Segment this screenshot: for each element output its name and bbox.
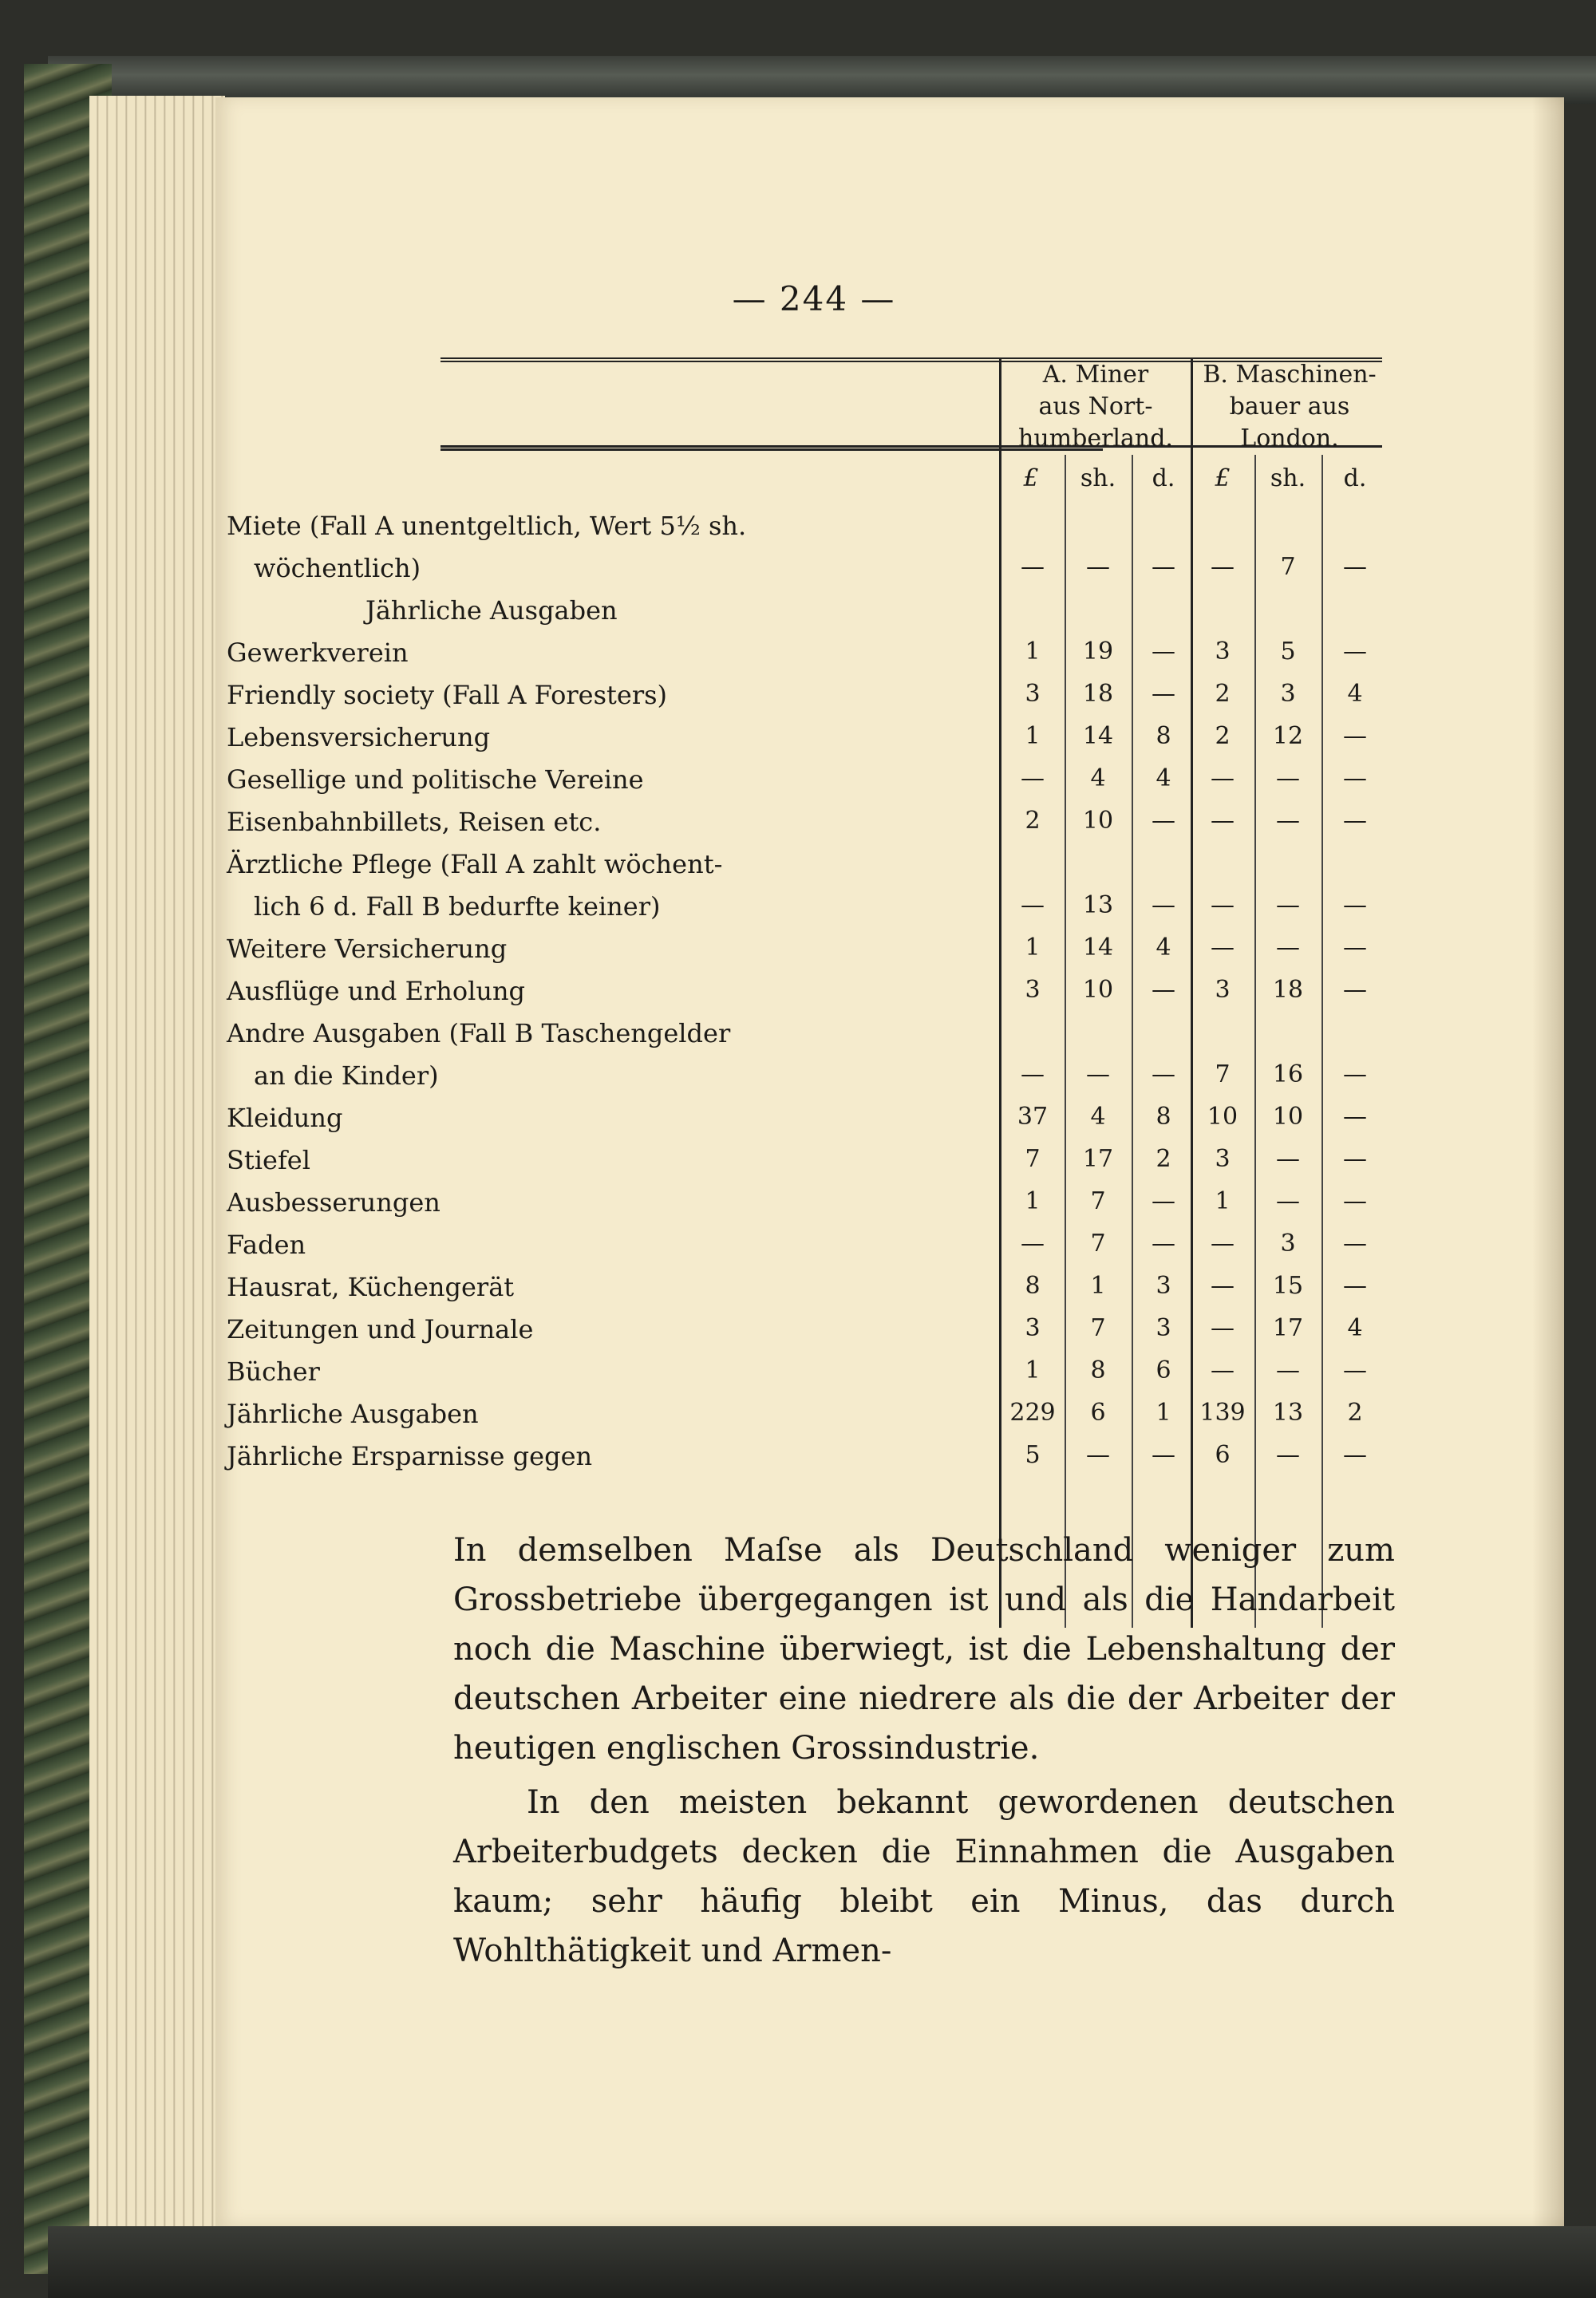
table-cell: — <box>1343 934 1367 961</box>
table-cell: — <box>1343 976 1367 1004</box>
table-cell: 3 <box>1215 976 1231 1004</box>
paragraph: In demselben Maſse als Deutschland weniger zum Grossbetriebe übergegangen ist und als die Handarbeit noch die Maschine überwiegt, ist die Lebenshaltung der deutschen Arbeiter eine niedrere als die der Arbeiter der heutigen englischen Grossindustrie. <box>453 1532 1395 1767</box>
table-cell: — <box>1152 1187 1175 1215</box>
table-cell: — <box>1343 1103 1367 1131</box>
table-cell: 4 <box>1090 1103 1106 1131</box>
table-cell: — <box>1276 1187 1300 1215</box>
table-cell: 1 <box>1215 1187 1231 1215</box>
table-cell: — <box>1152 638 1175 665</box>
book-binding-bottom <box>48 2226 1596 2298</box>
table-cell: 2 <box>1215 722 1231 750</box>
table-cell: — <box>1343 891 1367 919</box>
table-cell: 8 <box>1090 1356 1106 1384</box>
table-cell: 2 <box>1156 1145 1171 1173</box>
table-cell: — <box>1211 1272 1235 1300</box>
table-cell: — <box>1086 1441 1110 1469</box>
table-cell: — <box>1021 764 1045 792</box>
table-cell: 139 <box>1199 1399 1246 1427</box>
table-cell: — <box>1276 1441 1300 1469</box>
col-b-header <box>1194 359 1385 455</box>
row-label: Andre Ausgaben (Fall B Taschengelder <box>227 1018 731 1048</box>
table-cell: — <box>1086 1060 1110 1088</box>
table-cell: 15 <box>1272 1272 1304 1300</box>
row-label: Kleidung <box>227 1103 343 1133</box>
table-cell: — <box>1152 976 1175 1004</box>
table-cell: 3 <box>1215 638 1231 665</box>
row-label: Friendly society (Fall A Foresters) <box>227 680 668 710</box>
table-cell: — <box>1343 1356 1367 1384</box>
table-cell: 1 <box>1025 1187 1041 1215</box>
row-label: Jährliche Ausgaben <box>227 1399 479 1429</box>
table-cell: — <box>1211 1230 1235 1258</box>
table-cell: 2 <box>1025 807 1041 835</box>
section-heading: Jährliche Ausgaben <box>365 595 618 626</box>
table-cell: 13 <box>1272 1399 1304 1427</box>
table-cell: 3 <box>1280 680 1296 708</box>
table-cell: — <box>1343 1060 1367 1088</box>
unit-pence-a: d. <box>1152 464 1175 492</box>
table-cell: — <box>1343 1441 1367 1469</box>
table-cell: — <box>1211 1314 1235 1342</box>
table-cell: 4 <box>1156 934 1171 961</box>
col-b-header-line: B. Maschinen- <box>1203 361 1377 389</box>
table-cell: 14 <box>1082 722 1114 750</box>
table-cell: — <box>1343 1230 1367 1258</box>
row-label-continued: lich 6 d. Fall B bedurfte keiner) <box>254 891 661 922</box>
table-cell: — <box>1276 807 1300 835</box>
row-label: Miete (Fall A unentgeltlich, Wert 5½ sh. <box>227 511 747 541</box>
table-cell: — <box>1343 553 1367 581</box>
book-binding-top <box>48 56 1596 104</box>
table-cell: 8 <box>1156 1103 1171 1131</box>
table-cell: — <box>1021 1230 1045 1258</box>
table-cell: 7 <box>1090 1230 1106 1258</box>
row-label: Weitere Versicherung <box>227 934 508 964</box>
table-cell: 1 <box>1090 1272 1106 1300</box>
table-cell: 17 <box>1082 1145 1114 1173</box>
table-cell: 4 <box>1156 764 1171 792</box>
col-b-header-line: bauer aus <box>1229 393 1350 421</box>
table-cell: — <box>1152 680 1175 708</box>
table-cell: 17 <box>1272 1314 1304 1342</box>
unit-pound-b: £ <box>1215 464 1231 492</box>
table-cell: — <box>1021 1060 1045 1088</box>
table-cell: 6 <box>1156 1356 1171 1384</box>
row-label: Jährliche Ersparnisse gegen <box>227 1441 593 1471</box>
row-label: Stiefel <box>227 1145 310 1175</box>
table-cell: 10 <box>1272 1103 1304 1131</box>
table-cell: 7 <box>1090 1314 1106 1342</box>
table-cell: 7 <box>1025 1145 1041 1173</box>
expense-table <box>227 239 1392 1532</box>
page-number: — 244 — <box>732 279 896 318</box>
table-cell: 12 <box>1272 722 1304 750</box>
col-a-header-line: aus Nort- <box>1038 393 1153 421</box>
table-cell: — <box>1276 934 1300 961</box>
table-cell: 2 <box>1347 1399 1363 1427</box>
table-cell: 18 <box>1272 976 1304 1004</box>
table-cell: — <box>1211 553 1235 581</box>
table-cell: — <box>1343 764 1367 792</box>
table-cell: — <box>1086 553 1110 581</box>
page-gutter-shadow <box>1532 97 1564 2226</box>
body-text <box>453 1526 1395 1976</box>
col-a-header-line: humberland. <box>1018 424 1173 452</box>
table-cell: 5 <box>1280 638 1296 665</box>
table-cell: 6 <box>1215 1441 1231 1469</box>
unit-shilling-a: sh. <box>1080 464 1116 492</box>
table-cell: — <box>1343 1272 1367 1300</box>
table-cell: 5 <box>1025 1441 1041 1469</box>
row-label-continued: an die Kinder) <box>254 1060 439 1091</box>
row-label: Ärztliche Pflege (Fall A zahlt wöchent- <box>227 849 723 879</box>
table-cell: 3 <box>1280 1230 1296 1258</box>
table-cell: — <box>1343 722 1367 750</box>
page-edges <box>89 96 225 2226</box>
table-cell: 3 <box>1025 1314 1041 1342</box>
table-cell: 229 <box>1009 1399 1056 1427</box>
table-cell: — <box>1343 638 1367 665</box>
table-cell: — <box>1152 1060 1175 1088</box>
table-cell: 1 <box>1025 638 1041 665</box>
table-cell: — <box>1343 807 1367 835</box>
table-cell: 16 <box>1272 1060 1304 1088</box>
table-cell: — <box>1343 1187 1367 1215</box>
table-cell: 3 <box>1215 1145 1231 1173</box>
table-cell: 8 <box>1025 1272 1041 1300</box>
table-cell: 19 <box>1082 638 1114 665</box>
table-cell: 18 <box>1082 680 1114 708</box>
row-label: Hausrat, Küchengerät <box>227 1272 515 1302</box>
table-cell: 8 <box>1156 722 1171 750</box>
table-cell: — <box>1211 764 1235 792</box>
col-a-header-line: A. Miner <box>1042 361 1149 389</box>
table-cell: 13 <box>1082 891 1114 919</box>
table-cell: — <box>1211 934 1235 961</box>
table-cell: 4 <box>1090 764 1106 792</box>
table-cell: — <box>1276 1145 1300 1173</box>
table-cell: 1 <box>1025 934 1041 961</box>
table-cell: — <box>1211 807 1235 835</box>
table-cell: — <box>1021 891 1045 919</box>
paragraph: In den meisten bekannt gewordenen deutschen Arbeiterbudgets decken die Einnahmen die Ausgaben kaum; sehr häufig bleibt ein Minus, das durch Wohlthätigkeit und Armen- <box>453 1784 1395 1969</box>
table-cell: — <box>1021 553 1045 581</box>
unit-pence-b: d. <box>1343 464 1367 492</box>
row-label: Eisenbahnbillets, Reisen etc. <box>227 807 602 837</box>
table-cell: 1 <box>1156 1399 1171 1427</box>
row-label: Lebensversicherung <box>227 722 491 752</box>
table-cell: 7 <box>1215 1060 1231 1088</box>
table-cell: — <box>1343 1145 1367 1173</box>
table-cell: 1 <box>1025 722 1041 750</box>
table-cell: 10 <box>1082 976 1114 1004</box>
table-cell: 6 <box>1090 1399 1106 1427</box>
row-label-continued: wöchentlich) <box>254 553 421 583</box>
table-cell: 7 <box>1090 1187 1106 1215</box>
row-label: Zeitungen und Journale <box>227 1314 534 1344</box>
table-cell: 3 <box>1156 1272 1171 1300</box>
table-cell: — <box>1211 891 1235 919</box>
row-label: Gesellige und politische Vereine <box>227 764 644 795</box>
table-cell: 37 <box>1017 1103 1049 1131</box>
table-cell: — <box>1152 891 1175 919</box>
row-label: Ausbesserungen <box>227 1187 440 1218</box>
table-cell: 1 <box>1025 1356 1041 1384</box>
unit-pound-a: £ <box>1023 464 1039 492</box>
table-cell: — <box>1152 1230 1175 1258</box>
table-cell: 10 <box>1082 807 1114 835</box>
table-cell: 3 <box>1025 976 1041 1004</box>
table-cell: — <box>1152 553 1175 581</box>
table-cell: 14 <box>1082 934 1114 961</box>
col-a-header <box>1002 359 1189 455</box>
table-cell: — <box>1152 807 1175 835</box>
table-cell: 3 <box>1156 1314 1171 1342</box>
unit-shilling-b: sh. <box>1270 464 1306 492</box>
row-label: Ausflüge und Erholung <box>227 976 526 1006</box>
table-cell: 7 <box>1280 553 1296 581</box>
table-cell: 4 <box>1347 680 1363 708</box>
col-b-header-line: London. <box>1240 424 1339 452</box>
row-label: Gewerkverein <box>227 638 409 668</box>
table-cell: — <box>1152 1441 1175 1469</box>
table-cell: — <box>1211 1356 1235 1384</box>
table-cell: — <box>1276 764 1300 792</box>
row-label: Faden <box>227 1230 306 1260</box>
row-label: Bücher <box>227 1356 320 1387</box>
table-cell: 3 <box>1025 680 1041 708</box>
table-cell: — <box>1276 1356 1300 1384</box>
table-cell: 10 <box>1207 1103 1238 1131</box>
table-cell: 2 <box>1215 680 1231 708</box>
table-cell: — <box>1276 891 1300 919</box>
table-cell: 4 <box>1347 1314 1363 1342</box>
